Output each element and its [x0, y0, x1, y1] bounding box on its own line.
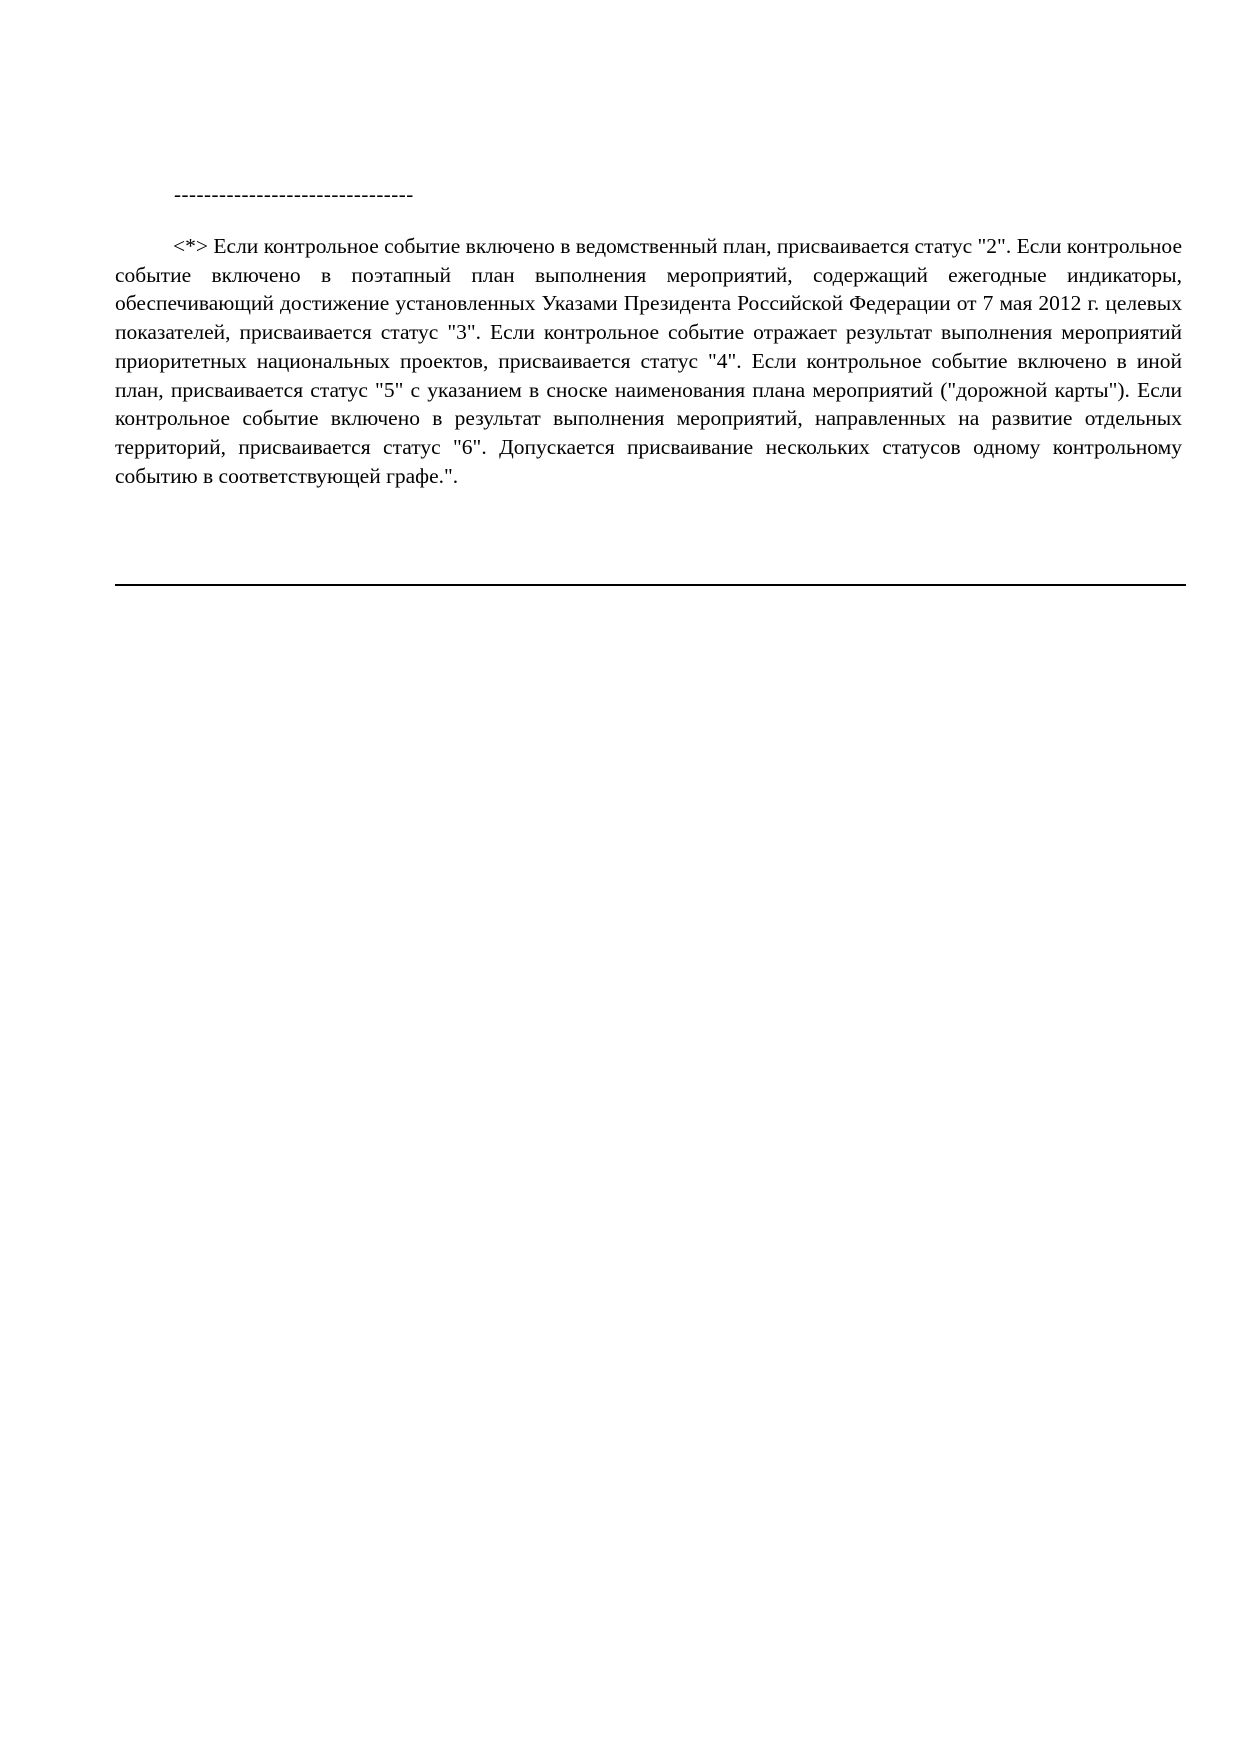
- footnote-separator: --------------------------------: [174, 182, 414, 206]
- horizontal-rule: [115, 584, 1186, 586]
- footnote-text: <*> Если контрольное событие включено в ведомственный план, присваивается статус "2". Если контрольное событие включено в поэтапный план выполнения мероприятий, содержащий ежегодные индикаторы, обеспечивающий достижение установленных Указами Президента Российской Федерации от 7 мая 2012 г. целевых показателей, присваивается статус "3". Если контрольное событие отражает результат выполнения мероприятий приоритетных национальных проектов, присваивается статус "4". Если контрольное событие включено в иной план, присваивается статус "5" с указанием в сноске наименования плана мероприятий ("дорожной карты"). Если контрольное событие включено в результат выполнения мероприятий, направленных на развитие отдельных территорий, присваивается статус "6". Допускается присваивание нескольких статусов одному контрольному событию в соответствующей графе.".: [115, 234, 1182, 488]
